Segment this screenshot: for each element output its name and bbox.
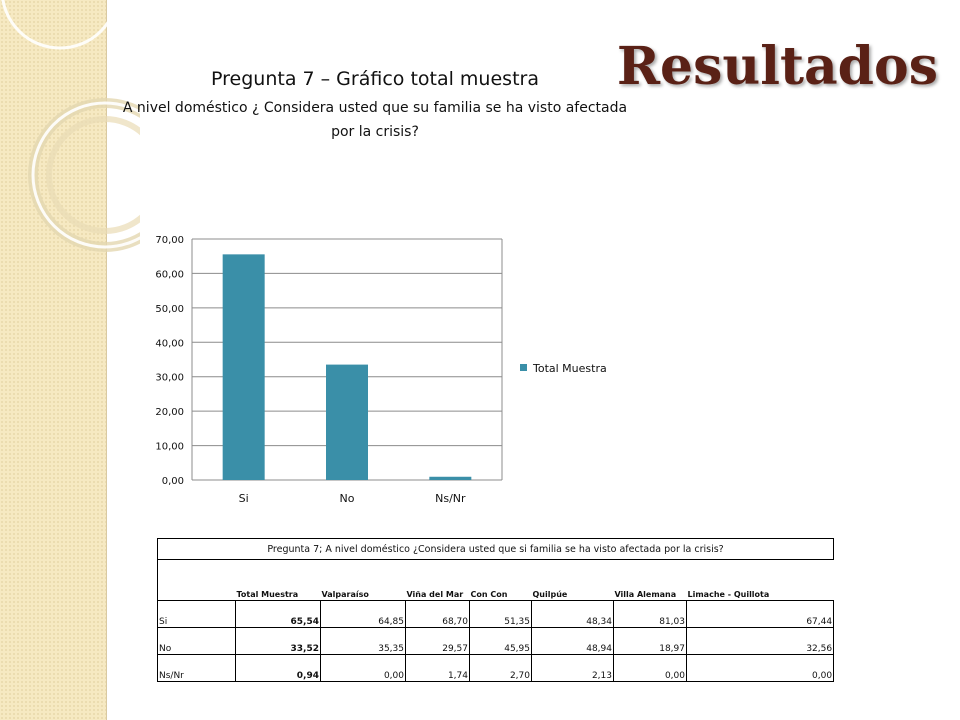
slide-heading: Resultados: [616, 36, 938, 97]
table-cell: 67,44: [687, 601, 834, 628]
table-cell: 0,94: [236, 655, 321, 682]
table-cell: 48,34: [532, 601, 614, 628]
column-header: Quilpúe: [532, 560, 614, 601]
bar-no: [326, 365, 368, 480]
legend-swatch: [520, 364, 527, 371]
table-cell: 18,97: [614, 628, 687, 655]
y-tick-label: 30,00: [155, 372, 184, 384]
bar-si: [223, 254, 265, 480]
table-row: [158, 628, 834, 655]
y-tick-label: 60,00: [155, 269, 184, 281]
table-cell: 68,70: [406, 601, 470, 628]
y-tick-label: 40,00: [155, 338, 184, 350]
table-cell: 0,00: [321, 655, 406, 682]
y-tick-label: 20,00: [155, 407, 184, 419]
row-label: Ns/Nr: [158, 655, 236, 682]
chart-title: Pregunta 7 – Gráfico total muestra: [211, 68, 539, 90]
results-table: [157, 538, 834, 682]
table-cell: 35,35: [321, 628, 406, 655]
table-cell: 64,85: [321, 601, 406, 628]
column-header: Limache - Quillota: [687, 560, 834, 601]
x-tick-label: Ns/Nr: [435, 492, 466, 505]
table-cell: 51,35: [470, 601, 532, 628]
column-header: Total Muestra: [236, 560, 321, 601]
x-tick-label: Si: [238, 492, 249, 505]
table-cell: 0,00: [614, 655, 687, 682]
table-cell: 45,95: [470, 628, 532, 655]
bar-chart: [120, 218, 640, 518]
table-cell: 48,94: [532, 628, 614, 655]
bar-ns-nr: [429, 477, 471, 480]
table-cell: 33,52: [236, 628, 321, 655]
x-tick-label: No: [339, 492, 355, 505]
chart-subtitle: A nivel doméstico ¿ Considera usted que su familia se ha visto afectada por la crisis?: [122, 100, 628, 140]
table-caption: Pregunta 7; A nivel doméstico ¿Considera usted que si familia se ha visto afectada por la crisis?: [158, 539, 834, 560]
y-tick-label: 50,00: [155, 303, 184, 315]
table-row: [158, 655, 834, 682]
table-cell: 0,00: [687, 655, 834, 682]
column-header: Valparaíso: [321, 560, 406, 601]
column-header: Viña del Mar: [406, 560, 470, 601]
table-cell: 1,74: [406, 655, 470, 682]
table-cell: 65,54: [236, 601, 321, 628]
table-row: [158, 601, 834, 628]
row-label: No: [158, 628, 236, 655]
table-header-row: [158, 560, 834, 601]
table-cell: 2,70: [470, 655, 532, 682]
legend-label: Total Muestra: [533, 362, 607, 375]
column-header: Villa Alemana: [614, 560, 687, 601]
y-tick-label: 0,00: [161, 476, 184, 487]
y-tick-label: 10,00: [155, 441, 184, 453]
column-header: [158, 560, 236, 601]
table-cell: 2,13: [532, 655, 614, 682]
table-cell: 29,57: [406, 628, 470, 655]
table-cell: 32,56: [687, 628, 834, 655]
column-header: Con Con: [470, 560, 532, 601]
row-label: Si: [158, 601, 236, 628]
y-tick-label: 70,00: [155, 235, 184, 246]
table-cell: 81,03: [614, 601, 687, 628]
